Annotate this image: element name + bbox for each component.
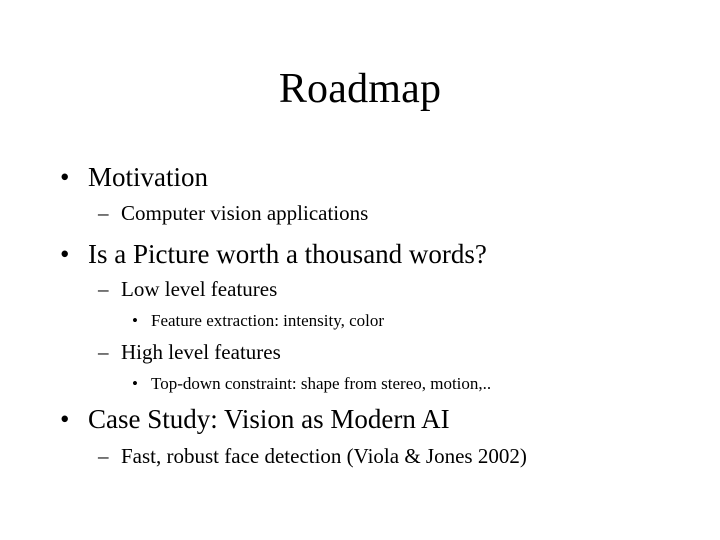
bullet-text: Is a Picture worth a thousand words? xyxy=(88,239,487,269)
sub-sub-item-text: Top-down constraint: shape from stereo, motion,.. xyxy=(151,374,492,393)
bullet-text: Motivation xyxy=(88,162,208,192)
bullet-marker: • xyxy=(60,239,70,269)
bullet-text: Case Study: Vision as Modern AI xyxy=(88,404,450,434)
bullet-marker: • xyxy=(132,311,138,330)
sub-sub-item-feature-extraction xyxy=(132,312,384,329)
sub-sub-item-text: Feature extraction: intensity, color xyxy=(151,311,385,330)
bullet-item-case-study xyxy=(60,406,450,433)
bullet-marker: • xyxy=(60,404,70,434)
dash-marker: – xyxy=(98,277,109,301)
dash-marker: – xyxy=(98,340,109,364)
sub-item-computer-vision-applications xyxy=(98,203,368,224)
sub-item-text: Computer vision applications xyxy=(121,201,369,225)
bullet-marker: • xyxy=(60,162,70,192)
sub-item-high-level-features xyxy=(98,342,281,363)
sub-item-text: High level features xyxy=(121,340,281,364)
bullet-item-picture-worth xyxy=(60,241,487,268)
dash-marker: – xyxy=(98,201,109,225)
slide-title: Roadmap xyxy=(278,66,442,112)
bullet-marker: • xyxy=(132,374,138,393)
sub-item-text: Fast, robust face detection (Viola & Jones 2002) xyxy=(121,444,527,468)
sub-sub-item-top-down-constraint xyxy=(132,375,491,392)
sub-item-low-level-features xyxy=(98,279,277,300)
dash-marker: – xyxy=(98,444,109,468)
bullet-item-motivation xyxy=(60,164,208,191)
sub-item-face-detection xyxy=(98,446,527,467)
sub-item-text: Low level features xyxy=(121,277,278,301)
